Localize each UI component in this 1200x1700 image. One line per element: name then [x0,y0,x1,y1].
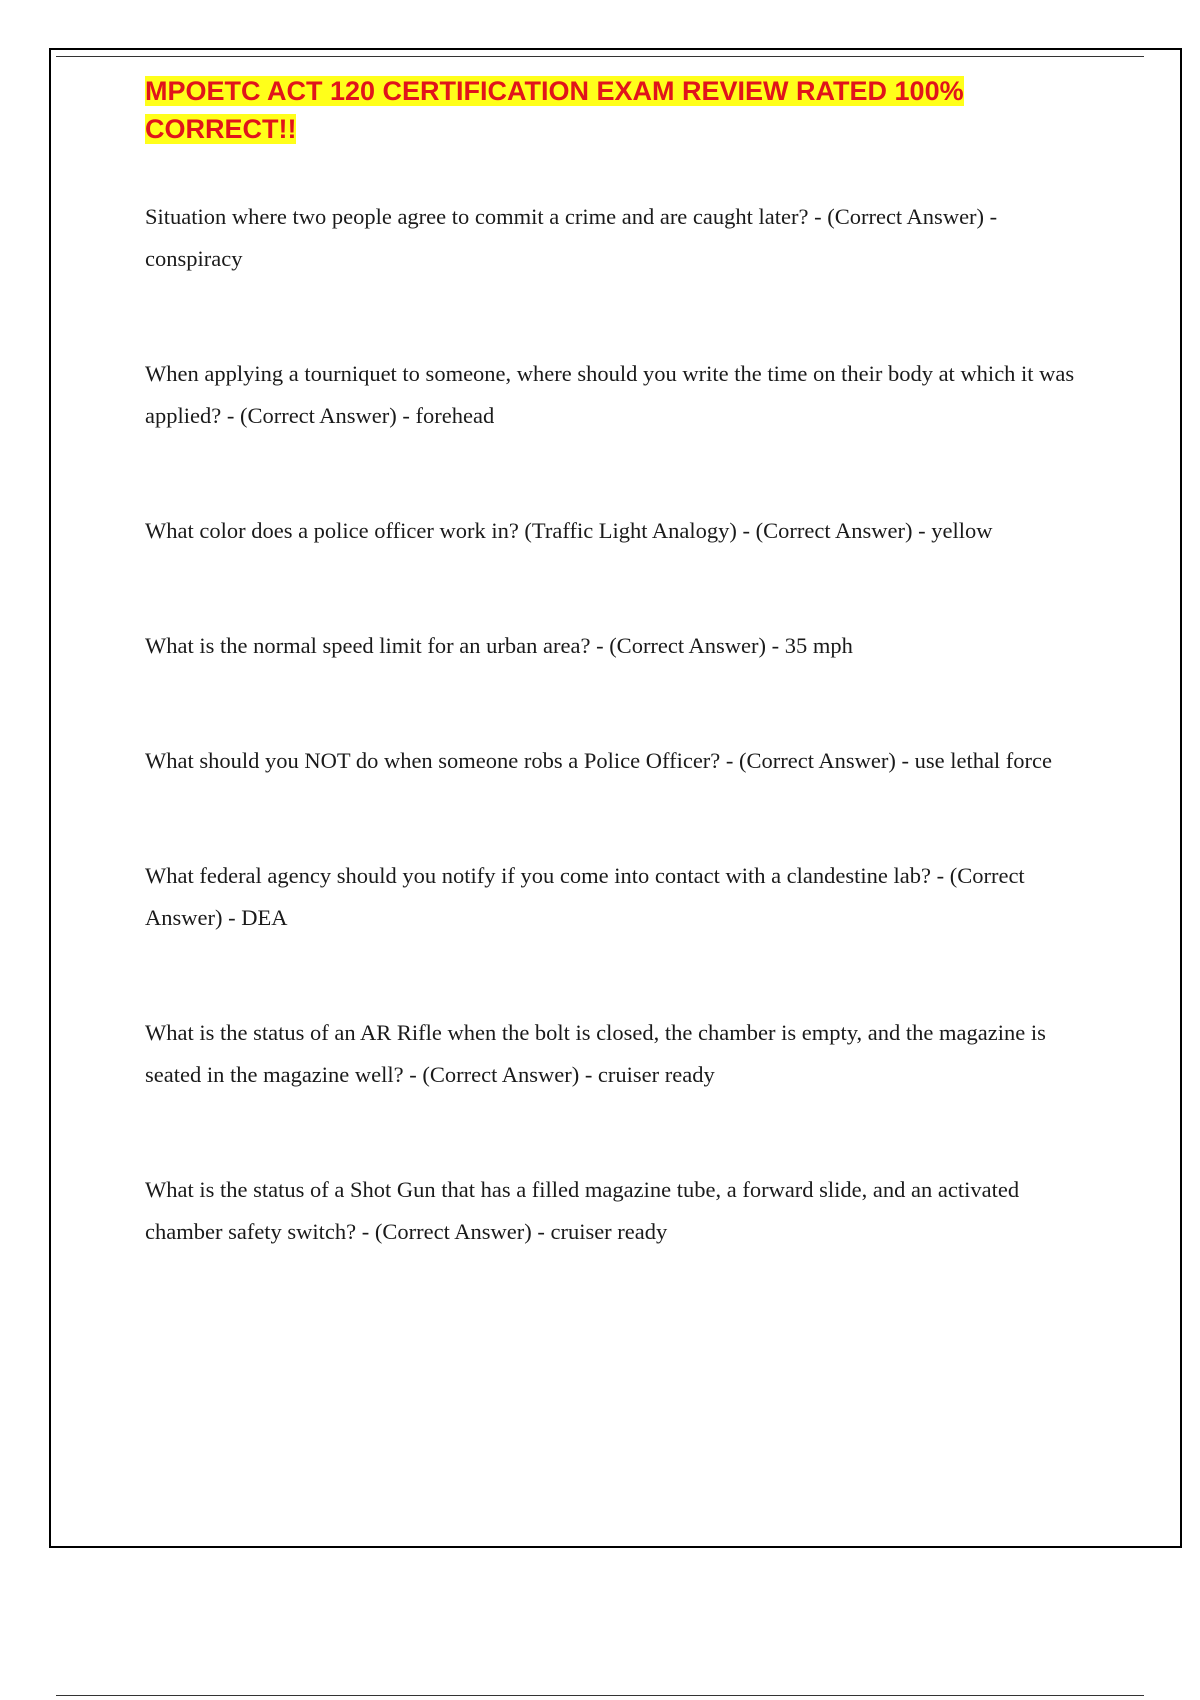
question-list [145,196,1095,1253]
document-title [145,72,1095,148]
header-rule [56,56,1144,57]
question-answer-item: Situation where two people agree to commit a crime and are caught later? - (Correct Answer) - conspiracy [145,204,998,271]
question-answer-item: What is the normal speed limit for an urban area? - (Correct Answer) - 35 mph [145,633,853,658]
question-answer-item: What should you NOT do when someone robs a Police Officer? - (Correct Answer) - use lethal force [145,748,1053,773]
question-answer-item: When applying a tourniquet to someone, where should you write the time on their body at which it was applied? - (Correct Answer) - forehead [145,361,1075,428]
question-answer-item: What color does a police officer work in? (Traffic Light Analogy) - (Correct Answer) - yellow [145,518,993,543]
footer-rule [56,1695,1144,1696]
question-answer-item: What is the status of an AR Rifle when the bolt is closed, the chamber is empty, and the magazine is seated in the magazine well? - (Correct Answer) - cruiser ready [145,1020,1046,1087]
document-body [145,72,1095,1326]
question-answer-item: What federal agency should you notify if you come into contact with a clandestine lab? - (Correct Answer) - DEA [145,863,1025,930]
document-title-text: MPOETC ACT 120 CERTIFICATION EXAM REVIEW RATED 100% CORRECT!! [145,76,964,144]
question-answer-item: What is the status of a Shot Gun that has a filled magazine tube, a forward slide, and an activated chamber safety switch? - (Correct Answer) - cruiser ready [145,1177,1020,1244]
